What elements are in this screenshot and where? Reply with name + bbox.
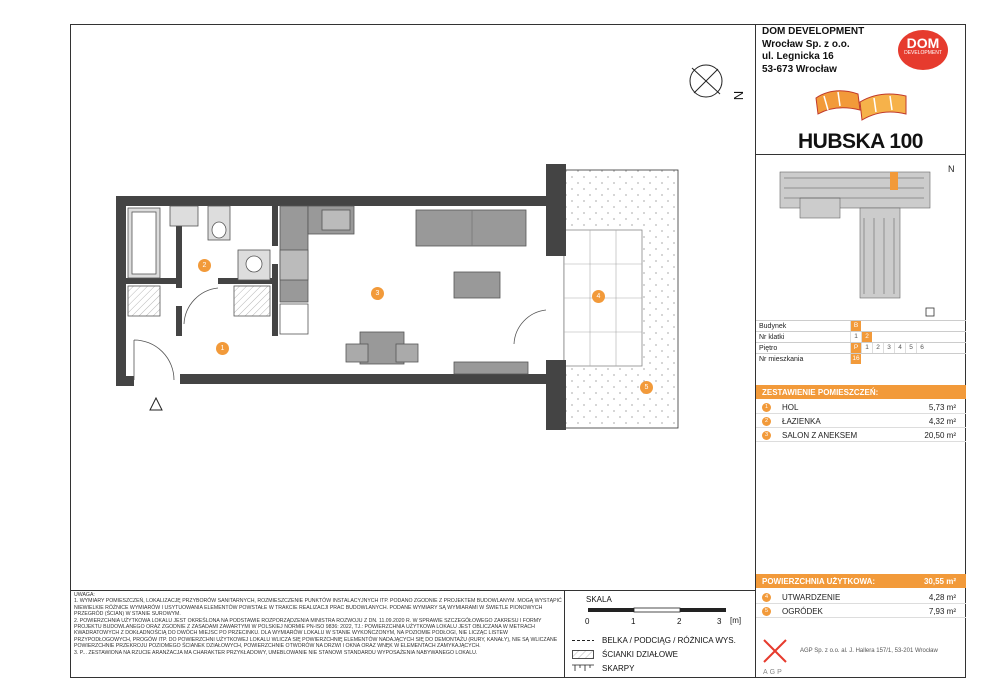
company-name: DOM DEVELOPMENT [762,26,865,37]
notes-divider [564,590,565,678]
notes-block [74,592,562,656]
extra-area-row: 4 UTWARDZENIE 4,28 m² [756,591,966,604]
floor-plan [70,24,756,590]
svg-text:0: 0 [585,617,590,626]
legend-item-slope: SKARPY [572,664,634,673]
company-line-3: 53-673 Wrocław [762,63,837,75]
plan-room-badge-1: 1 [216,342,229,355]
key-plan-north-label: N [948,164,955,174]
agp-footer: AGP Sp. z o.o. al. J. Hallera 157/1, 53-201 Wrocław [800,648,938,654]
agp-logo-icon [760,636,790,676]
scale-bar [582,606,742,628]
bottom-divider [70,590,756,591]
kitchen-counter [280,206,354,334]
svg-text:3: 3 [717,617,722,626]
entrance-marker-icon [150,398,162,410]
usable-area-bar [756,574,966,588]
film-strip-icon [814,84,910,128]
company-line-2: ul. Legnicka 16 [762,51,834,62]
extra-area-row: 5 OGRÓDEK 7,93 m² [756,605,966,618]
notes-item-1: 1. WYMIARY POMIESZCZEŃ, LOKALIZACJĘ PRZYBORÓW SANITARNYCH, ROZMIESZCZENIE PUNKTÓW INSTALACYJNYCH ITP. PODANO ZGODNIE Z PROJEKTEM BUDOWLANYM. MOGĄ WYSTĄPIĆ NIEWIELKIE RÓŻNICE WYMIARÓW I USYTUOWANIA ELEMENTÓW POWSTAŁE W TRAKCIE REALIZACJI PRAC BUDOWLANYCH. PODANE WYMIARY SĄ WYMIARAMI W ŚWIETLE PIONOWYCH PRZEGRÓD (ŚCIAN) W STANIE SUROWYM. [74,598,562,618]
notes-item-2: 2. POWIERZCHNIA UŻYTKOWA LOKALU JEST OKREŚLONA NA PODSTAWIE ROZPORZĄDZENIA MINISTRA ROZWOJU Z DN. 11.09.2020 R. W SPRAWIE SZCZEGÓŁOWEGO ZAKRESU I FORMY PROJEKTU BUDOWLANEGO ORAZ ZGODNIE Z ZASADAMI ZAWARTYMI W POLSKIEJ NORMIE PN-ISO 9836: 2022, TJ.: POWIERZCHNIA UŻYTKOWA LOKALU JEST OBLICZANA W METRACH KWADRATOWYCH Z DOKŁADNOŚCIĄ DO DWÓCH MIEJSC PO PRZECINKU. DLA WYMIARÓW LOKALU W STANIE WYKOŃCZONYM, NA POZIOMIE PODŁOGI, NIE LICZĄC LISTEW PRZYPODŁOGOWYCH, PROGÓW ITP. DO POWIERZCHNI UŻYTKOWEJ LOKALU WLICZA SIĘ POWIERZCHNIĘ ELEMENTÓW NADAJĄCYCH SIĘ DO DEMONTAŻU (RURY, KANAŁY), NIE SĄ WLICZANE POWIERZCHNIE PRZEKROJU POZIOMEGO ŚCIANEK DZIAŁOWYCH, POWIERZCHNIE OTWORÓW NA DRZWI I OKNA ORAZ WNĘK W ELEMENTACH ZAMYKAJĄCYCH. [74,617,558,650]
usable-area-value: 30,55 m² [923,576,956,586]
plan-room-badge-4: 4 [592,290,605,303]
legend-item-partition: ŚCIANKI DZIAŁOWE [572,650,678,659]
notes-title: UWAGA: [74,592,95,598]
slope-icon [572,664,594,673]
summary-room-row: 1 HOL 5,73 m² [756,401,966,414]
plan-room-badge-5: 5 [640,381,653,394]
unit-info-table [756,320,966,364]
north-label: N [731,90,747,101]
svg-text:2: 2 [677,617,682,626]
dom-logo: DOM DEVELOPMENT [898,30,948,70]
scale-unit: [m] [730,616,742,625]
info-row-pietro: Piętro P 1 2 3 4 5 6 [756,342,966,353]
company-info [762,26,864,76]
legend-item-beam: BELKA / PODCIĄG / RÓŻNICA WYS. [572,636,736,645]
info-row-mieszkanie: Nr mieszkania 16 [756,353,966,364]
svg-text:AGP: AGP [763,669,784,676]
scale-title: SKALA [586,595,612,604]
svg-text:1: 1 [631,617,636,626]
summary-room-row: 3 SALON Z ANEKSEM 20,50 m² [756,429,966,442]
header-divider [755,154,966,155]
info-row-budynek: Budynek B [756,320,966,331]
hatch-icon [572,650,594,659]
notes-item-3: 3. P... ZESTAWIONA NA RZUCIE ARANŻACJA MA CHARAKTER PRZYKŁADOWY, UMEBLOWANIE NIE STANOWI STANDARDU WYPOSAŻENIA NABYWANEGO LOKALU. [74,649,478,656]
usable-area-label: POWIERZCHNIA UŻYTKOWA: [762,576,876,586]
compass-icon [690,65,722,97]
company-line-1: Wrocław Sp. z o.o. [762,38,850,50]
project-title: HUBSKA 100 [798,130,923,153]
plan-room-badge-2: 2 [198,259,211,272]
plan-room-badge-3: 3 [371,287,384,300]
dash-line-icon [572,636,594,645]
site-key-plan [770,158,960,318]
info-row-klatka: Nr klatki 1 2 [756,331,966,342]
summary-room-row: 2 ŁAZIENKA 4,32 m² [756,415,966,428]
summary-title-bar: ZESTAWIENIE POMIESZCZEŃ: [756,385,966,399]
